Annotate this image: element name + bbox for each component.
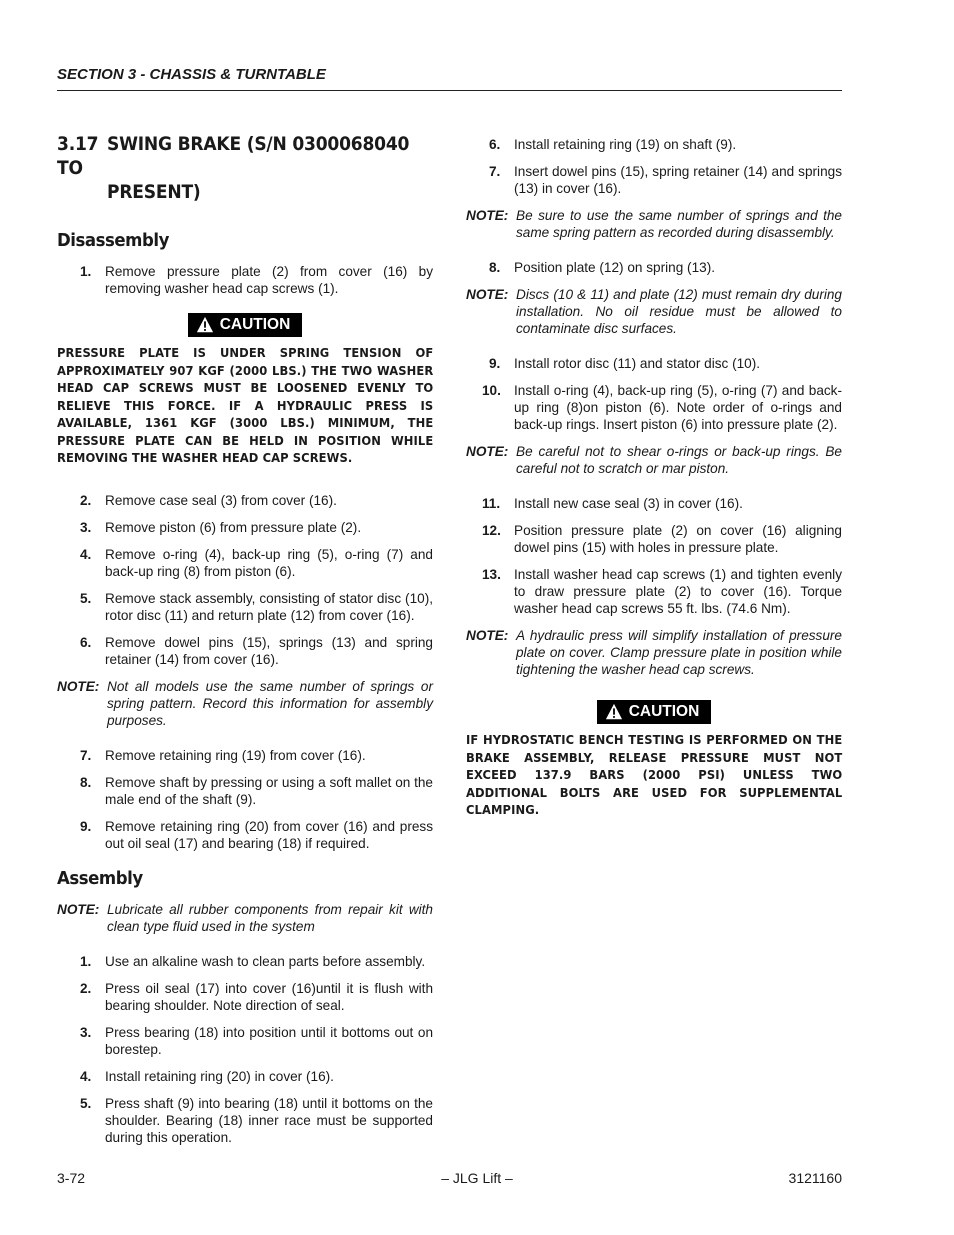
list-item xyxy=(466,495,842,512)
note xyxy=(466,207,842,241)
caution-label xyxy=(57,313,433,339)
step-text: Remove pressure plate (2) from cover (16) by removing washer head cap screws (1). xyxy=(105,264,433,296)
step-text: Remove o-ring (4), back-up ring (5), o-ring (7) and back-up ring (8) from piston (6). xyxy=(105,546,433,579)
section-number: 3.17 xyxy=(57,133,99,155)
step-number: 2. xyxy=(80,492,92,508)
note-text: Be careful not to shear o-rings or back-up rings. Be careful not to scratch or mar piston. xyxy=(516,444,842,476)
assembly-heading: Assembly xyxy=(57,867,143,889)
step-number: 1. xyxy=(80,953,92,969)
list-item xyxy=(57,546,433,580)
caution-text: IF HYDROSTATIC BENCH TESTING IS PERFORMED ON THE BRAKE ASSEMBLY, RELEASE PRESSURE MUST NOT EXCEED 137.9 BARS (2000 PSI) UNLESS TWO ADDITIONAL BOLTS ARE USED FOR SUPPLEMENTAL CLAMPING. xyxy=(466,733,843,817)
step-text: Remove piston (6) from pressure plate (2). xyxy=(105,519,362,535)
list-item xyxy=(57,1024,433,1058)
step-text: Press bearing (18) into position until it bottoms out on borestep. xyxy=(105,1024,433,1057)
disassembly-heading: Disassembly xyxy=(57,230,169,251)
step-text: Install washer head cap screws (1) and tighten evenly to draw pressure plate (2) to cover (16). Torque washer head cap screws 55 ft. lbs. (74.6 Nm). xyxy=(514,567,842,616)
step-text: Remove dowel pins (15), springs (13) and spring retainer (14) from cover (16). xyxy=(105,634,433,667)
section-title-line1: SWING BRAKE (S/N 0300068040 TO xyxy=(57,133,410,179)
note xyxy=(466,443,842,477)
step-text: Install new case seal (3) in cover (16). xyxy=(514,496,743,511)
note-text: Lubricate all rubber components from repair kit with clean type fluid used in the system xyxy=(107,901,433,934)
step-text: Press oil seal (17) into cover (16)until it is flush with bearing shoulder. Note direction of seal. xyxy=(105,980,433,1013)
step-text: Install retaining ring (20) in cover (16). xyxy=(105,1068,334,1084)
left-column xyxy=(57,132,433,1156)
list-item xyxy=(466,163,842,197)
step-number: 11. xyxy=(482,496,501,511)
list-item xyxy=(57,1068,433,1085)
note xyxy=(57,901,433,935)
caution-text-label: CAUTION xyxy=(219,316,291,333)
step-number: 1. xyxy=(80,264,92,279)
step-number: 9. xyxy=(489,356,501,371)
list-item xyxy=(57,953,433,970)
section-title-line2: PRESENT) xyxy=(107,181,201,203)
step-text: Press shaft (9) into bearing (18) until it bottoms on the shoulder. Bearing (18) inner race must be supported during this operation. xyxy=(105,1095,433,1145)
step-text: Install retaining ring (19) on shaft (9). xyxy=(514,137,737,152)
note-label: NOTE: xyxy=(57,678,100,694)
list-item xyxy=(466,136,842,153)
caution-text: PRESSURE PLATE IS UNDER SPRING TENSION OF APPROXIMATELY 907 KGF (2000 LBS.) THE TWO WASHER HEAD CAP SCREWS MUST BE LOOSENED EVENLY TO RELIEVE THIS FORCE. IF A HYDRAULIC PRESS IS AVAILABLE, 1361 KGF (3000 LBS.) MINIMUM, THE PRESSURE PLATE CAN BE HELD IN POSITION WHILE REMOVING THE WASHER HEAD CAP SCREWS. xyxy=(57,346,434,465)
caution-badge xyxy=(597,700,712,724)
step-number: 7. xyxy=(80,747,92,763)
list-item xyxy=(466,566,842,617)
step-number: 8. xyxy=(489,260,501,275)
step-text: Remove shaft by pressing or using a soft mallet on the male end of the shaft (9). xyxy=(105,774,433,807)
step-number: 9. xyxy=(80,818,92,834)
document-number: 3121160 xyxy=(788,1170,842,1186)
step-number: 4. xyxy=(80,1068,92,1084)
note-label: NOTE: xyxy=(466,287,509,302)
step-number: 6. xyxy=(489,137,501,152)
step-number: 3. xyxy=(80,519,92,535)
list-item xyxy=(57,774,433,808)
step-text: Remove case seal (3) from cover (16). xyxy=(105,492,337,508)
footer-brand: – JLG Lift – xyxy=(441,1170,513,1186)
list-item xyxy=(57,818,433,852)
step-number: 5. xyxy=(80,590,92,606)
step-number: 3. xyxy=(80,1024,92,1040)
caution-text-label: CAUTION xyxy=(628,703,700,720)
step-number: 13. xyxy=(482,567,501,582)
list-item xyxy=(57,263,433,297)
list-item xyxy=(466,355,842,372)
note-text: Be sure to use the same number of springs and the same spring pattern as recorded during disassembly. xyxy=(516,208,842,240)
step-number: 4. xyxy=(80,546,92,562)
note-label: NOTE: xyxy=(466,628,509,643)
step-text: Remove retaining ring (20) from cover (16) and press out oil seal (17) and bearing (18) if required. xyxy=(105,818,433,851)
step-text: Install rotor disc (11) and stator disc (10). xyxy=(514,356,761,371)
step-number: 12. xyxy=(482,523,501,538)
step-text: Position plate (12) on spring (13). xyxy=(514,260,715,275)
caution-label xyxy=(466,700,842,726)
step-number: 7. xyxy=(489,164,501,179)
section-header: SECTION 3 - CHASSIS & TURNTABLE xyxy=(57,66,326,83)
list-item xyxy=(57,980,433,1014)
section-title xyxy=(57,132,433,204)
note-label: NOTE: xyxy=(466,208,509,223)
note xyxy=(466,286,842,337)
note-label: NOTE: xyxy=(466,444,509,459)
step-number: 10. xyxy=(482,383,501,398)
list-item xyxy=(57,747,433,764)
note-text: Not all models use the same number of springs or spring pattern. Record this information for assembly purposes. xyxy=(107,678,433,728)
step-number: 5. xyxy=(80,1095,92,1111)
header-rule xyxy=(57,90,842,91)
right-column xyxy=(466,136,842,844)
list-item xyxy=(57,519,433,536)
step-text: Position pressure plate (2) on cover (16) aligning dowel pins (15) with holes in pressure plate. xyxy=(514,523,842,555)
list-item xyxy=(466,382,842,433)
step-text: Remove retaining ring (19) from cover (16). xyxy=(105,747,366,763)
note xyxy=(466,627,842,678)
step-number: 8. xyxy=(80,774,92,790)
note xyxy=(57,678,433,729)
caution-badge xyxy=(188,313,303,337)
list-item xyxy=(466,522,842,556)
page-number: 3-72 xyxy=(57,1170,86,1186)
warning-icon xyxy=(196,316,214,334)
list-item xyxy=(57,1095,433,1146)
step-text: Install o-ring (4), back-up ring (5), o-ring (7) and back-up ring (8)on piston (6). Note order of o-rings and back-up rings. Insert piston (6) into pressure plate (2). xyxy=(514,383,842,432)
note-label: NOTE: xyxy=(57,901,100,917)
list-item xyxy=(57,634,433,668)
step-text: Insert dowel pins (15), spring retainer (14) and springs (13) in cover (16). xyxy=(514,164,842,196)
step-text: Use an alkaline wash to clean parts before assembly. xyxy=(105,953,426,969)
list-item xyxy=(57,492,433,509)
step-number: 2. xyxy=(80,980,92,996)
step-number: 6. xyxy=(80,634,92,650)
note-text: Discs (10 & 11) and plate (12) must remain dry during installation. No oil residue must be allowed to contaminate disc surfaces. xyxy=(516,287,842,336)
warning-icon xyxy=(605,703,623,721)
list-item xyxy=(466,259,842,276)
step-text: Remove stack assembly, consisting of stator disc (10), rotor disc (11) and return plate (12) from cover (16). xyxy=(105,590,433,623)
list-item xyxy=(57,590,433,624)
note-text: A hydraulic press will simplify installation of pressure plate on cover. Clamp pressure plate in position while tightening the washer head cap screws. xyxy=(516,628,842,677)
